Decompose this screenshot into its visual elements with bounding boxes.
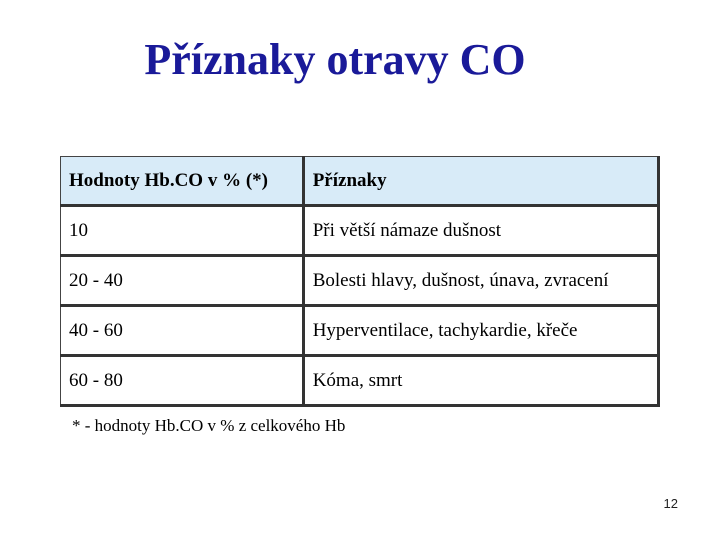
table-row: [61, 306, 659, 356]
header-symptoms: Příznaky: [303, 157, 658, 206]
hbco-value-cell: 20 - 40: [61, 256, 304, 306]
header-hbco-values: Hodnoty Hb.CO v % (*): [61, 157, 304, 206]
page-number: 12: [663, 496, 678, 511]
hbco-value-cell: 60 - 80: [61, 356, 304, 406]
table-row: [61, 206, 659, 256]
symptom-cell: Při větší námaze dušnost: [303, 206, 658, 256]
symptom-cell: Bolesti hlavy, dušnost, únava, zvracení: [303, 256, 658, 306]
table-header-row: [61, 157, 659, 206]
symptom-cell: Kóma, smrt: [303, 356, 658, 406]
symptoms-table: [60, 156, 660, 407]
hbco-value-cell: 10: [61, 206, 304, 256]
symptom-cell: Hyperventilace, tachykardie, křeče: [303, 306, 658, 356]
table-row: [61, 256, 659, 306]
slide-title: Příznaky otravy CO: [144, 35, 526, 84]
table-row: [61, 356, 659, 406]
hbco-value-cell: 40 - 60: [61, 306, 304, 356]
footnote: * - hodnoty Hb.CO v % z celkového Hb: [72, 416, 346, 435]
